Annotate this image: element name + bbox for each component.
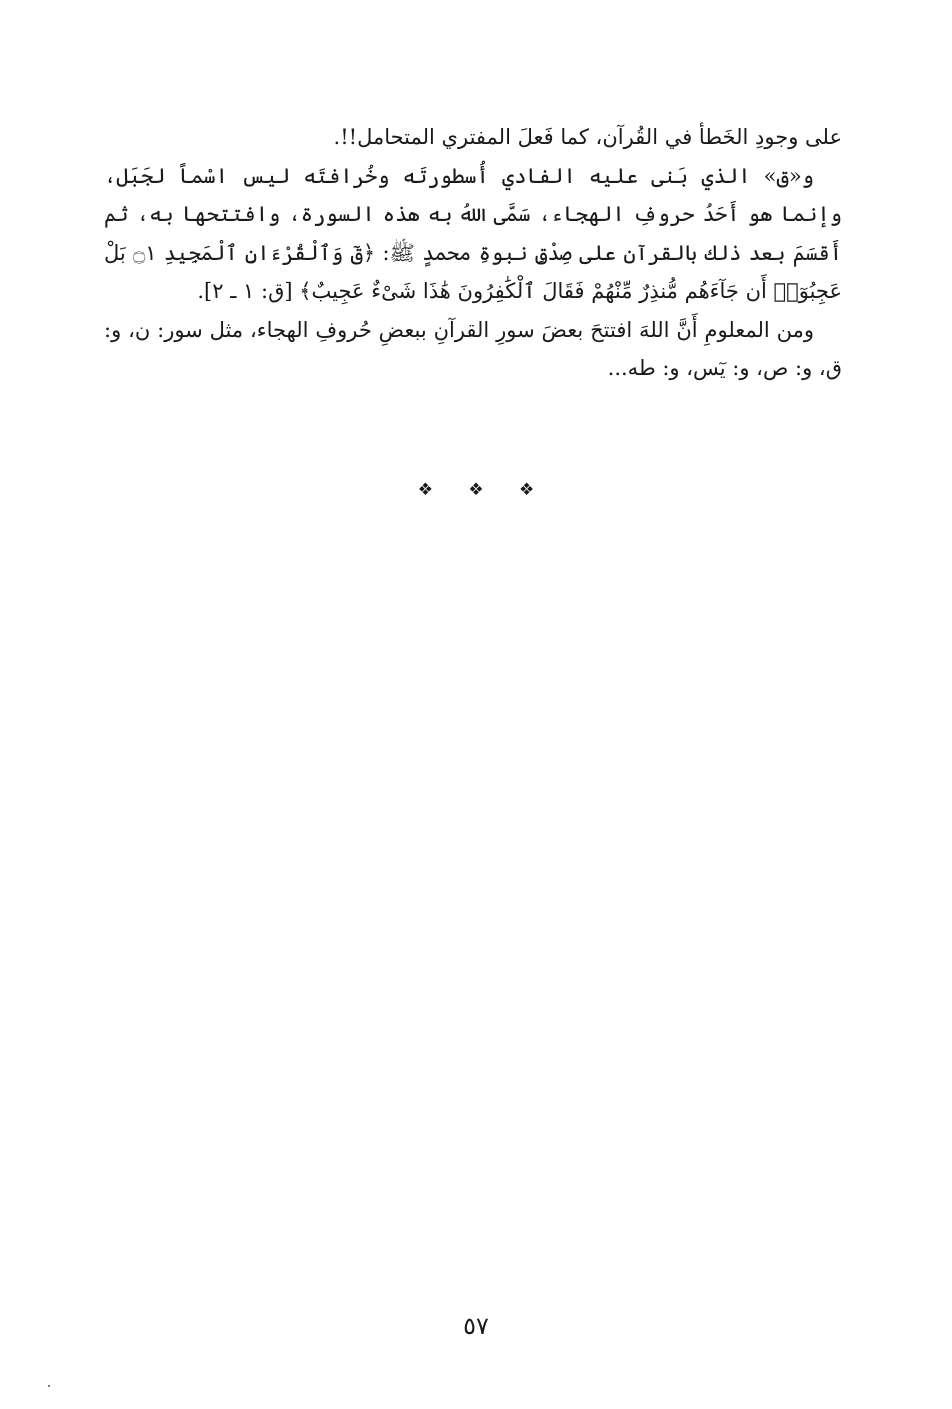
paragraph-qaf-explanation: و«ق» الذي بَنى عليه الفادي أُسطورتَه وخُرافتَه ليس اسْماً لجَبَل، وإنما هو أَحَدُ حروفِ الهجاء، سَمَّى اللهُ به هذه السورة، وافتتحها به، ثم أَقسَمَ بعد ذلك بالقرآن على صِدْقِ نبوةِ محمدٍ ﷺ: ﴿قٓ وَٱلْقُرْءَانِ ٱلْمَجِيدِ ۝١ بَلْ عَجِبُوٓا۟ أَن جَآءَهُم مُّنذِرٌ مِّنْهُمْ فَقَالَ ٱلْكَٰفِرُونَ هَٰذَا شَىْءٌ عَجِيبٌ﴾ [ق: ١ ـ ٢]. (104, 163, 842, 303)
ornament-icon: ❖ (417, 480, 433, 500)
page-number: ٥٧ (463, 1312, 489, 1340)
ornament-icon: ❖ (519, 480, 535, 500)
scan-speck (48, 1385, 50, 1387)
body-text (104, 118, 842, 388)
paragraph-disjointed-letters: ومن المعلومِ أَنَّ اللهَ افتتحَ بعضَ سورِ القرآنِ ببعضِ حُروفِ الهجاء، مثل سور: ن، و: ق، و: ص، و: يٓس، و: طه... (104, 317, 842, 380)
ornament-icon: ❖ (468, 480, 484, 500)
section-divider (0, 480, 952, 500)
paragraph-continuation: على وجودِ الخَطأ في القُرآن، كما فَعلَ المفتري المتحامل!!. (333, 125, 842, 149)
